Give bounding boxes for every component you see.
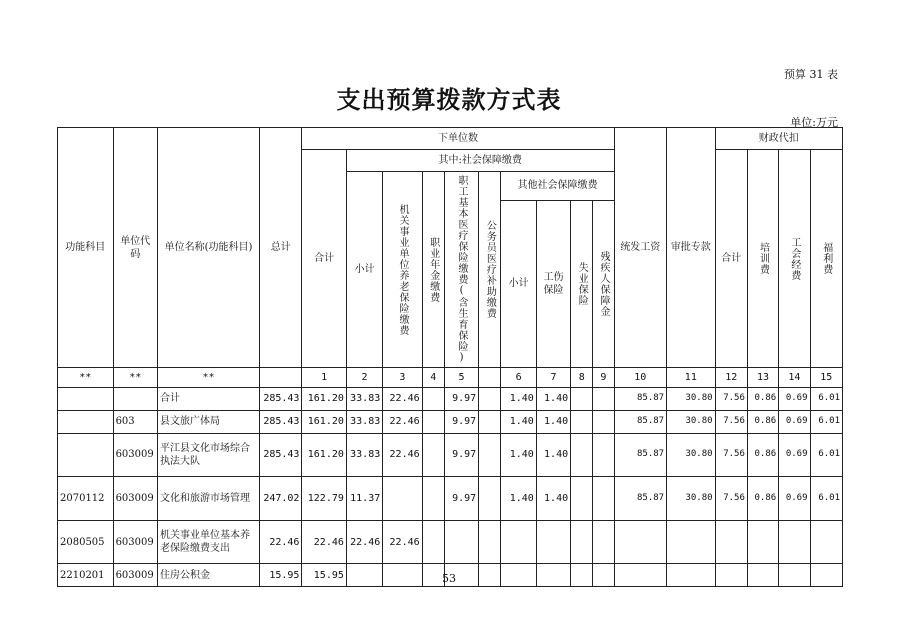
table-cell: 603009 bbox=[113, 564, 157, 587]
table-cell: 5 bbox=[444, 368, 478, 388]
table-cell: 247.02 bbox=[260, 477, 302, 521]
table-cell: 22.46 bbox=[383, 520, 422, 564]
table-cell: 1.40 bbox=[536, 433, 570, 477]
table-cell: ** bbox=[158, 368, 260, 388]
header-special: 审批专款 bbox=[667, 128, 715, 368]
header-medical: 职工基本医疗保险缴费(含生育保险) bbox=[444, 172, 478, 368]
table-cell: 住房公积金 bbox=[158, 564, 260, 587]
table-cell: 9.97 bbox=[444, 388, 478, 411]
table-cell bbox=[479, 520, 501, 564]
header-other-social: 其他社会保障缴费 bbox=[501, 172, 614, 201]
table-cell: 161.20 bbox=[302, 410, 346, 433]
table-cell: 9 bbox=[593, 368, 614, 388]
header-union: 工会经费 bbox=[779, 150, 810, 368]
table-cell: 30.80 bbox=[667, 388, 715, 411]
header-disabled: 残疾人保障金 bbox=[593, 200, 614, 367]
table-number: 预算 31 表 bbox=[784, 68, 838, 81]
table-cell bbox=[479, 477, 501, 521]
table-row bbox=[58, 477, 843, 521]
table-cell: 22.46 bbox=[346, 520, 382, 564]
page-number: 53 bbox=[442, 572, 456, 585]
table-cell: 9.97 bbox=[444, 477, 478, 521]
header-social-insurance: 其中:社会保障缴费 bbox=[346, 150, 614, 172]
table-cell: 122.79 bbox=[302, 477, 346, 521]
table-cell: 11 bbox=[667, 368, 715, 388]
table-cell: 1.40 bbox=[536, 477, 570, 521]
header-salary: 统发工资 bbox=[614, 128, 667, 368]
table-cell bbox=[113, 388, 157, 411]
table-cell: 2080505 bbox=[58, 520, 114, 564]
table-cell bbox=[571, 410, 593, 433]
table-row bbox=[58, 433, 843, 477]
table-cell: 285.43 bbox=[260, 410, 302, 433]
table-row bbox=[58, 410, 843, 433]
header-fd-sum: 合计 bbox=[715, 150, 747, 368]
table-cell bbox=[479, 368, 501, 388]
table-cell bbox=[383, 477, 422, 521]
table-cell: 7.56 bbox=[715, 388, 747, 411]
table-cell: 3 bbox=[383, 368, 422, 388]
table-cell: 1.40 bbox=[536, 388, 570, 411]
table-cell bbox=[422, 433, 444, 477]
table-cell bbox=[422, 388, 444, 411]
table-cell bbox=[614, 520, 667, 564]
table-cell: 4 bbox=[422, 368, 444, 388]
table-cell: 1.40 bbox=[501, 477, 536, 521]
table-cell: 30.80 bbox=[667, 410, 715, 433]
table-cell: 14 bbox=[779, 368, 810, 388]
table-cell bbox=[593, 477, 614, 521]
table-cell: 0.86 bbox=[747, 433, 778, 477]
table-cell: 13 bbox=[747, 368, 778, 388]
table-cell: 0.69 bbox=[779, 433, 810, 477]
table-cell: 285.43 bbox=[260, 433, 302, 477]
table-cell: 22.46 bbox=[383, 388, 422, 411]
table-cell: 30.80 bbox=[667, 477, 715, 521]
header-lower-unit: 下单位数 bbox=[302, 128, 614, 150]
table-cell bbox=[422, 520, 444, 564]
table-cell bbox=[260, 368, 302, 388]
table-cell bbox=[422, 410, 444, 433]
header-unit-code: 单位代码 bbox=[113, 128, 157, 368]
table-cell: 0.86 bbox=[747, 477, 778, 521]
table-cell: 7.56 bbox=[715, 410, 747, 433]
table-cell: 85.87 bbox=[614, 410, 667, 433]
table-cell: 7.56 bbox=[715, 477, 747, 521]
table-cell: 161.20 bbox=[302, 388, 346, 411]
table-cell: 85.87 bbox=[614, 477, 667, 521]
table-cell: 603009 bbox=[113, 477, 157, 521]
table-cell: 9.97 bbox=[444, 433, 478, 477]
table-cell bbox=[593, 388, 614, 411]
table-cell: 0.86 bbox=[747, 410, 778, 433]
table-cell: 22.46 bbox=[383, 433, 422, 477]
table-cell: 15 bbox=[810, 368, 842, 388]
unit-label: 单位:万元 bbox=[790, 116, 838, 129]
table-cell: 2 bbox=[346, 368, 382, 388]
table-cell: 0.69 bbox=[779, 388, 810, 411]
header-func-code: 功能科目 bbox=[58, 128, 114, 368]
header-pension: 机关事业单位养老保险缴费 bbox=[383, 172, 422, 368]
table-cell: 7.56 bbox=[715, 433, 747, 477]
table-cell bbox=[571, 477, 593, 521]
table-cell: 10 bbox=[614, 368, 667, 388]
table-cell: 6 bbox=[501, 368, 536, 388]
table-cell: 9.97 bbox=[444, 410, 478, 433]
table-cell bbox=[715, 520, 747, 564]
table-cell bbox=[571, 388, 593, 411]
table-cell: 30.80 bbox=[667, 433, 715, 477]
table-cell: 6.01 bbox=[810, 388, 842, 411]
table-cell: 1.40 bbox=[501, 388, 536, 411]
header-injury: 工伤保险 bbox=[536, 200, 570, 367]
table-cell bbox=[479, 433, 501, 477]
header-sum: 合计 bbox=[302, 150, 346, 368]
table-cell bbox=[58, 388, 114, 411]
table-cell bbox=[593, 433, 614, 477]
table-cell: 合计 bbox=[158, 388, 260, 411]
table-cell: ** bbox=[58, 368, 114, 388]
table-cell: 文化和旅游市场管理 bbox=[158, 477, 260, 521]
table-cell: 1.40 bbox=[501, 410, 536, 433]
table-cell bbox=[501, 520, 536, 564]
table-cell: 1 bbox=[302, 368, 346, 388]
table-cell: 0.69 bbox=[779, 477, 810, 521]
table-cell: 2210201 bbox=[58, 564, 114, 587]
table-cell bbox=[479, 410, 501, 433]
table-cell bbox=[479, 388, 501, 411]
table-cell: 6.01 bbox=[810, 477, 842, 521]
index-row bbox=[58, 368, 843, 388]
header-total: 总计 bbox=[260, 128, 302, 368]
table-cell: 8 bbox=[571, 368, 593, 388]
table-cell: 12 bbox=[715, 368, 747, 388]
table-row bbox=[58, 388, 843, 411]
table-cell: 机关事业单位基本养老保险缴费支出 bbox=[158, 520, 260, 564]
table-cell bbox=[571, 520, 593, 564]
table-cell: 1.40 bbox=[536, 410, 570, 433]
table-cell: ** bbox=[113, 368, 157, 388]
table-cell: 1.40 bbox=[501, 433, 536, 477]
table-cell: 22.46 bbox=[302, 520, 346, 564]
table-cell: 33.83 bbox=[346, 410, 382, 433]
table-cell: 15.95 bbox=[260, 564, 302, 587]
table-cell: 6.01 bbox=[810, 410, 842, 433]
table-cell: 603009 bbox=[113, 520, 157, 564]
table-cell: 85.87 bbox=[614, 433, 667, 477]
table-cell: 22.46 bbox=[260, 520, 302, 564]
table-cell bbox=[58, 433, 114, 477]
table-cell: 平江县文化市场综合执法大队 bbox=[158, 433, 260, 477]
table-cell: 2070112 bbox=[58, 477, 114, 521]
table-cell: 33.83 bbox=[346, 388, 382, 411]
header-civil-medical: 公务员医疗补助缴费 bbox=[479, 172, 501, 368]
page-title: 支出预算拨款方式表 bbox=[336, 86, 562, 114]
table-cell bbox=[444, 520, 478, 564]
table-cell bbox=[58, 410, 114, 433]
table-cell bbox=[747, 520, 778, 564]
table-cell bbox=[810, 520, 842, 564]
table-cell: 县文旅广体局 bbox=[158, 410, 260, 433]
table-cell: 0.86 bbox=[747, 388, 778, 411]
table-cell: 0.69 bbox=[779, 410, 810, 433]
header-annuity: 职业年金缴费 bbox=[422, 172, 444, 368]
table-cell bbox=[536, 520, 570, 564]
table-cell: 161.20 bbox=[302, 433, 346, 477]
header-subtotal: 小计 bbox=[346, 172, 382, 368]
table-cell: 285.43 bbox=[260, 388, 302, 411]
table-cell: 7 bbox=[536, 368, 570, 388]
table-cell bbox=[593, 520, 614, 564]
table-cell: 11.37 bbox=[346, 477, 382, 521]
table-cell: 85.87 bbox=[614, 388, 667, 411]
table-cell: 33.83 bbox=[346, 433, 382, 477]
table-cell: 15.95 bbox=[302, 564, 346, 587]
table-cell: 603009 bbox=[113, 433, 157, 477]
header-finance-deduct: 财政代扣 bbox=[715, 128, 842, 150]
table-row bbox=[58, 520, 843, 564]
table-cell bbox=[593, 410, 614, 433]
table-cell: 6.01 bbox=[810, 433, 842, 477]
header-training: 培训费 bbox=[747, 150, 778, 368]
header-other-subtotal: 小计 bbox=[501, 200, 536, 367]
table-cell: 603 bbox=[113, 410, 157, 433]
table-cell bbox=[779, 520, 810, 564]
table-cell: 22.46 bbox=[383, 410, 422, 433]
table-cell bbox=[571, 433, 593, 477]
budget-table bbox=[57, 127, 843, 587]
table-cell bbox=[422, 477, 444, 521]
table-cell bbox=[667, 520, 715, 564]
header-welfare: 福利费 bbox=[810, 150, 842, 368]
header-unemployment: 失业保险 bbox=[571, 200, 593, 367]
header-unit-name: 单位名称(功能科目) bbox=[158, 128, 260, 368]
